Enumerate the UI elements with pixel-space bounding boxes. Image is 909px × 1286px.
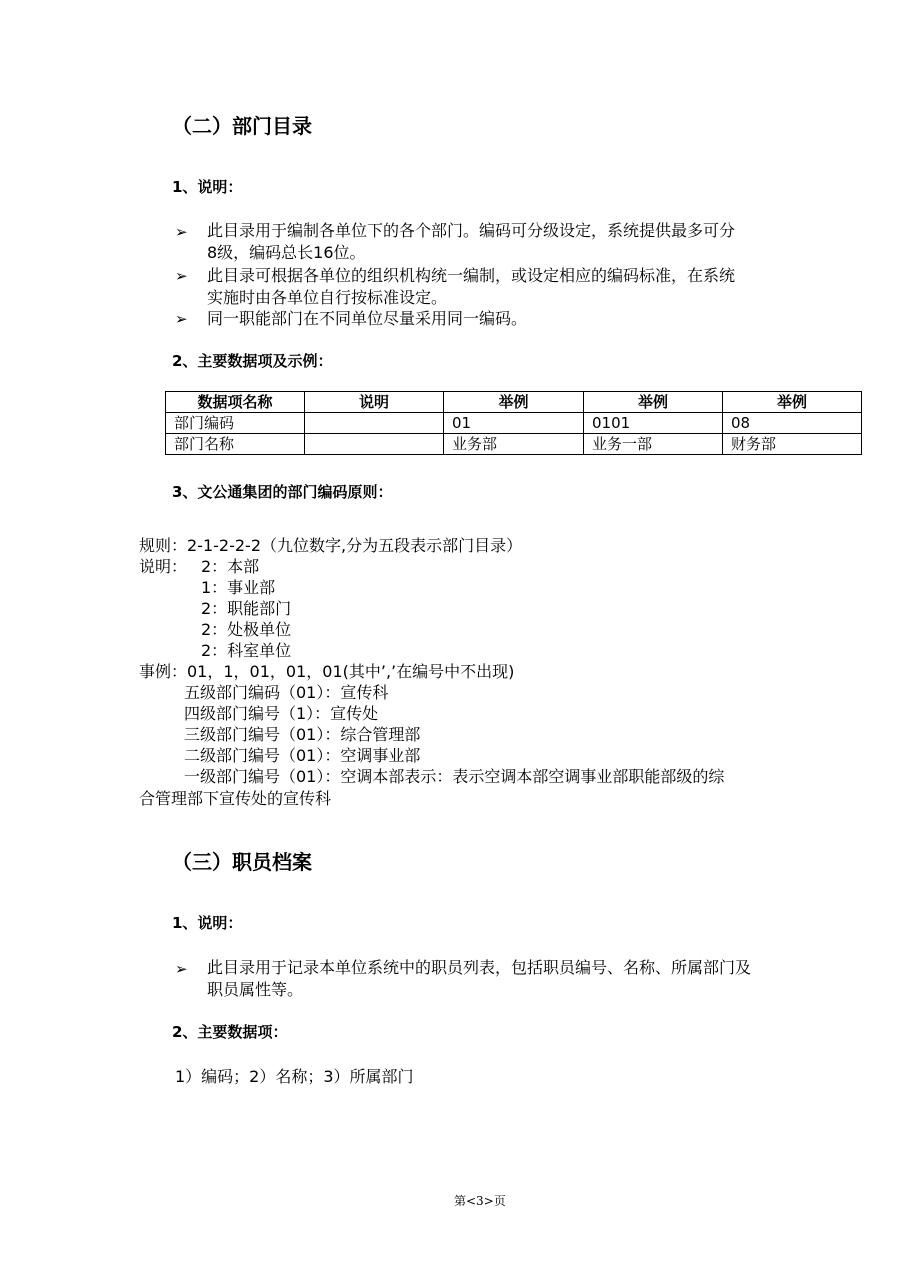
table-header-cell: 举例 — [723, 392, 862, 413]
example-item: 三级部门编号（01）：综合管理部 — [184, 725, 421, 744]
table-cell: 部门名称 — [166, 434, 305, 455]
example-item: 二级部门编号（01）：空调事业部 — [184, 746, 421, 765]
explain-item: 2：科室单位 — [201, 641, 292, 660]
bullet-arrow-icon: ➢ — [175, 960, 188, 978]
explain-lead: 说明： — [139, 557, 188, 576]
bullet-text: 此目录用于编制各单位下的各个部门。编码可分级设定，系统提供最多可分 — [207, 221, 736, 240]
table-cell: 0101 — [584, 413, 723, 434]
bullet-text: 职员属性等。 — [207, 980, 304, 999]
table-header-cell: 说明 — [305, 392, 444, 413]
explain-item: 2：处极单位 — [201, 620, 292, 639]
bullet-text: 8级，编码总长16位。 — [207, 243, 366, 262]
explain-item: 2：职能部门 — [201, 599, 292, 618]
explain-heading: 1、说明： — [172, 914, 243, 932]
table-header-cell: 举例 — [444, 392, 584, 413]
table-cell: 业务部 — [444, 434, 584, 455]
bullet-arrow-icon: ➢ — [175, 310, 188, 328]
table-cell: 部门编码 — [166, 413, 305, 434]
table-header-cell: 举例 — [584, 392, 723, 413]
example-item: 一级部门编号（01）：空调本部表示：表示空调本部空调事业部职能部级的综 — [184, 767, 725, 786]
data-items-heading: 2、主要数据项： — [172, 1023, 288, 1041]
example-item: 四级部门编号（1）：宣传处 — [184, 704, 379, 723]
bullet-text: 此目录可根据各单位的组织机构统一编制，或设定相应的编码标准，在系统 — [207, 266, 736, 285]
explain-item: 2：本部 — [201, 557, 260, 576]
table-row — [166, 413, 862, 434]
table-cell: 财务部 — [723, 434, 862, 455]
table-row — [166, 434, 862, 455]
explain-item: 1：事业部 — [201, 578, 276, 597]
bullet-text: 同一职能部门在不同单位尽量采用同一编码。 — [207, 309, 528, 328]
table-cell: 08 — [723, 413, 862, 434]
bullet-text: 此目录用于记录本单位系统中的职员列表，包括职员编号、名称、所属部门及 — [207, 958, 752, 977]
explain-heading: 1、说明： — [172, 178, 243, 196]
table-cell — [305, 413, 444, 434]
example-item: 五级部门编码（01）：宣传科 — [184, 683, 389, 702]
bullet-arrow-icon: ➢ — [175, 223, 188, 241]
table-cell — [305, 434, 444, 455]
example-line: 事例：01，1，01，01，01(其中’,’在编号中不出现) — [139, 662, 515, 681]
table-header-cell: 数据项名称 — [166, 392, 305, 413]
section-title-department-directory: （二）部门目录 — [172, 114, 312, 138]
rule-line: 规则：2-1-2-2-2（九位数字,分为五段表示部门目录） — [139, 536, 523, 555]
data-items-table — [165, 391, 862, 455]
principle-heading: 3、文公通集团的部门编码原则： — [172, 483, 393, 501]
bullet-text: 实施时由各单位自行按标准设定。 — [207, 288, 448, 307]
bullet-arrow-icon: ➢ — [175, 267, 188, 285]
example-tail: 合管理部下宣传处的宣传科 — [139, 789, 332, 808]
table-cell: 业务一部 — [584, 434, 723, 455]
data-items-heading: 2、主要数据项及示例： — [172, 352, 333, 370]
table-header-row — [166, 392, 862, 413]
data-items-list: 1）编码；2）名称；3）所属部门 — [175, 1067, 414, 1086]
table-cell: 01 — [444, 413, 584, 434]
page-number: 第<3>页 — [454, 1194, 506, 1208]
section-title-staff-archive: （三）职员档案 — [172, 850, 312, 874]
